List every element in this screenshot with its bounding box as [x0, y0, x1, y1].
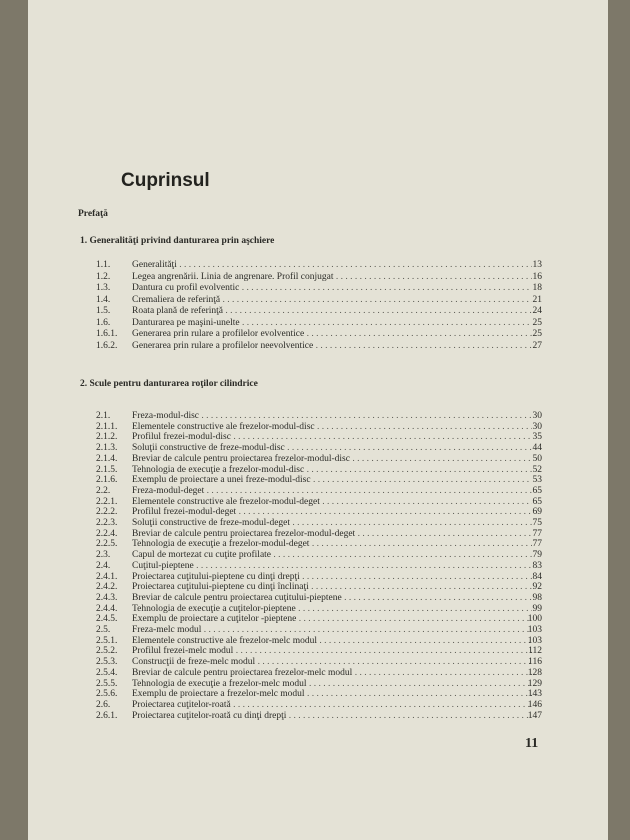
- toc-entry-page: 65: [532, 485, 542, 496]
- toc-entry-number: 1.6.1.: [96, 329, 118, 339]
- toc-entry-number: 2.5.4.: [96, 667, 118, 678]
- toc-entry-number: 2.3.: [96, 550, 111, 561]
- toc-entry-title: Generarea prin rulare a profilelor evolventice . . .: [132, 328, 532, 340]
- toc-entry-number: 1.6.: [96, 317, 111, 328]
- toc-entry: [28, 282, 608, 294]
- toc-entry-title: Proiectarea cuţitelor-roată . . .: [132, 699, 532, 711]
- preface-heading: Prefaţă: [78, 209, 108, 219]
- toc-entry-title: Breviar de calcule pentru proiectarea frezelor-modul-disc . . .: [132, 453, 532, 465]
- toc-entry-page: 65: [532, 496, 542, 507]
- toc-entry-page: 92: [532, 582, 542, 593]
- book-page: [28, 0, 608, 840]
- toc-entry-title: Freza-modul-disc . . .: [132, 410, 532, 422]
- toc-entry-title: Freza-melc modul . . .: [132, 624, 532, 636]
- toc-entry: [28, 340, 608, 352]
- toc-entry-number: 2.4.1.: [96, 571, 118, 582]
- toc-entry-title: Elementele constructive ale frezelor-melc modul . . .: [132, 635, 532, 647]
- toc-entry-page: 16: [532, 271, 542, 282]
- toc-entry-number: 2.2.3.: [96, 518, 118, 528]
- toc-entry-title: Generalităţi . . .: [132, 259, 532, 271]
- toc-entry: [28, 328, 608, 340]
- toc-entry-page: 103: [527, 635, 542, 646]
- toc-entry-number: 1.5.: [96, 306, 111, 316]
- toc-entry-page: 100: [527, 614, 542, 625]
- toc-entry-page: 30: [532, 411, 542, 421]
- toc-entry-page: 77: [532, 539, 542, 550]
- toc-entry-page: 128: [527, 667, 542, 678]
- toc-entry-number: 2.4.3.: [96, 592, 118, 603]
- toc-entry-page: 18: [532, 283, 542, 293]
- toc-entry-number: 2.4.5.: [96, 614, 118, 625]
- toc-entry-title: Cuţitul-pieptene . . .: [132, 560, 532, 572]
- toc-entry-number: 2.4.4.: [96, 603, 118, 614]
- toc-entry-page: 84: [532, 571, 542, 582]
- toc-entry-title: Elementele constructive ale frezelor-modul-deget . . .: [132, 496, 532, 508]
- toc-entry-page: 25: [532, 317, 542, 328]
- toc-entry-number: 2.6.1.: [96, 710, 118, 721]
- toc-entry-title: Breviar de calcule pentru proiectarea frezelor-modul-deget . . .: [132, 528, 532, 540]
- toc-entry: [28, 305, 608, 317]
- toc-entry-page: 112: [528, 646, 542, 657]
- toc-entry-page: 83: [532, 560, 542, 571]
- toc-entry-title: Proiectarea cuţitului-pieptene cu dinţi drepţi . . .: [132, 571, 532, 583]
- toc-entry-title: Profilul frezei-modul-disc . . .: [132, 431, 532, 443]
- toc-entry-page: 50: [532, 453, 542, 464]
- toc-entry-page: 77: [532, 528, 542, 539]
- toc-entry-title: Construcţii de freze-melc modul . . .: [132, 656, 532, 668]
- toc-entry-number: 1.1.: [96, 260, 111, 270]
- toc-entry-page: 116: [528, 657, 542, 668]
- toc-entry-title: Exemplu de proiectare a unei freze-modul-disc . . .: [132, 474, 532, 486]
- toc-entry-number: 1.6.2.: [96, 340, 118, 351]
- chapter-heading-1: 1. Generalităţi privind danturarea prin aşchiere: [80, 236, 275, 246]
- toc-entry-number: 2.4.: [96, 560, 111, 571]
- toc-entry-title: Tehnologia de execuţie a frezelor-modul-deget . . .: [132, 538, 532, 550]
- toc-entry-page: 79: [532, 550, 542, 561]
- toc-entry-page: 98: [532, 592, 542, 603]
- toc-entry-title: Legea angrenării. Linia de angrenare. Profil conjugat . . .: [132, 271, 532, 283]
- toc-entry-title: Elementele constructive ale frezelor-modul-disc . . .: [132, 421, 532, 433]
- toc-entry-number: 2.1.3.: [96, 443, 118, 454]
- toc-entry-page: 69: [532, 507, 542, 518]
- toc-entry-number: 2.1.2.: [96, 432, 118, 443]
- toc-entry-page: 99: [532, 603, 542, 614]
- toc-entry-title: Breviar de calcule pentru proiectarea cuţitului-pieptene . . .: [132, 592, 532, 604]
- toc-entry: [28, 294, 608, 306]
- toc-entry-number: 1.3.: [96, 283, 111, 293]
- toc-entry-title: Dantura cu profil evolventic . . .: [132, 282, 532, 294]
- toc-entry-number: 1.4.: [96, 294, 111, 305]
- page-number: 11: [525, 736, 539, 751]
- toc-entry-page: 21: [532, 294, 542, 305]
- toc-entry-page: 103: [527, 625, 542, 635]
- toc-entry-page: 146: [527, 699, 542, 710]
- toc-entry-number: 2.1.: [96, 411, 111, 421]
- chapter-heading-2: 2. Scule pentru danturarea roţilor cilindrice: [80, 379, 258, 389]
- toc-entry-title: Generarea prin rulare a profilelor neevolventice . . .: [132, 340, 532, 352]
- toc-entry: [28, 271, 608, 283]
- toc-entry-title: Tehnologia de execuţie a frezelor-melc modul . . .: [132, 678, 532, 690]
- toc-entry-number: 2.5.2.: [96, 646, 118, 657]
- toc-entry-number: 2.5.3.: [96, 657, 118, 668]
- toc-entry: [28, 259, 608, 271]
- toc-entry-page: 143: [527, 689, 542, 700]
- toc-entry-number: 2.6.: [96, 699, 111, 710]
- toc-entry-page: 147: [527, 710, 542, 721]
- toc-entry-number: 2.1.4.: [96, 453, 118, 464]
- toc-entry-number: 2.2.4.: [96, 528, 118, 539]
- toc-entry-number: 2.5.1.: [96, 635, 118, 646]
- toc-entry-title: Capul de mortezat cu cuţite profilate . . .: [132, 549, 532, 561]
- toc-entry-page: 27: [532, 340, 542, 351]
- toc-entry-title: Breviar de calcule pentru proiectarea frezelor-melc modul . . .: [132, 667, 532, 679]
- toc-entry-title: Exemplu de proiectare a frezelor-melc modul . . .: [132, 688, 532, 700]
- toc-entry-number: 2.1.6.: [96, 475, 118, 486]
- toc-entry-title: Roata plană de referinţă . . .: [132, 305, 532, 317]
- page-title: Cuprinsul: [121, 170, 210, 191]
- toc-entry-title: Soluţii constructive de freze-modul-disc . . .: [132, 442, 532, 454]
- toc-entry-title: Proiectarea cuţitului-pieptene cu dinţi înclinaţi . . .: [132, 581, 532, 593]
- toc-entry-number: 2.1.5.: [96, 464, 118, 475]
- toc-entry-page: 13: [532, 260, 542, 270]
- toc-entry-title: Soluţii constructive de freze-modul-deget . . .: [132, 517, 532, 529]
- toc-entry-title: Tehnologia de execuţie a frezelor-modul-disc . . .: [132, 464, 532, 476]
- toc-entry-number: 2.5.6.: [96, 689, 118, 700]
- toc-entry-page: 129: [527, 678, 542, 689]
- toc-entry-page: 52: [532, 464, 542, 475]
- toc-entry-number: 2.1.1.: [96, 421, 118, 432]
- toc-entry-page: 53: [532, 475, 542, 486]
- toc-entry-title: Exemplu de proiectare a cuţitelor -pieptene . . .: [132, 613, 532, 625]
- toc-entry: [28, 317, 608, 329]
- toc-entry-title: Cremaliera de referinţă . . .: [132, 294, 532, 306]
- toc-entry-title: Profilul frezei-melc modul . . .: [132, 645, 532, 657]
- toc-entry-title: Tehnologia de execuţie a cuţitelor-pieptene . . .: [132, 603, 532, 615]
- toc-entry-page: 75: [532, 518, 542, 528]
- toc-entry-page: 30: [532, 421, 542, 432]
- toc-entry-page: 35: [532, 432, 542, 443]
- toc-entry-title: Danturarea pe maşini-unelte . . .: [132, 317, 532, 329]
- toc-entry-page: 44: [532, 443, 542, 454]
- toc-entry-number: 1.2.: [96, 271, 111, 282]
- toc-entry-page: 24: [532, 306, 542, 316]
- toc-entry-title: Profilul frezei-modul-deget . . .: [132, 506, 532, 518]
- toc-entry-number: 2.5.: [96, 625, 111, 635]
- toc-entry-title: Proiectarea cuţitelor-roată cu dinţi drepţi . . .: [132, 710, 532, 722]
- toc-entry-number: 2.2.2.: [96, 507, 118, 518]
- toc-entry-page: 25: [532, 329, 542, 339]
- toc-entry: [28, 710, 608, 722]
- toc-entry-number: 2.5.5.: [96, 678, 118, 689]
- toc-entry-number: 2.2.: [96, 485, 111, 496]
- toc-entry-title: Freza-modul-deget . . .: [132, 485, 532, 497]
- toc-entry-number: 2.2.5.: [96, 539, 118, 550]
- toc-entry-number: 2.4.2.: [96, 582, 118, 593]
- toc-entry-number: 2.2.1.: [96, 496, 118, 507]
